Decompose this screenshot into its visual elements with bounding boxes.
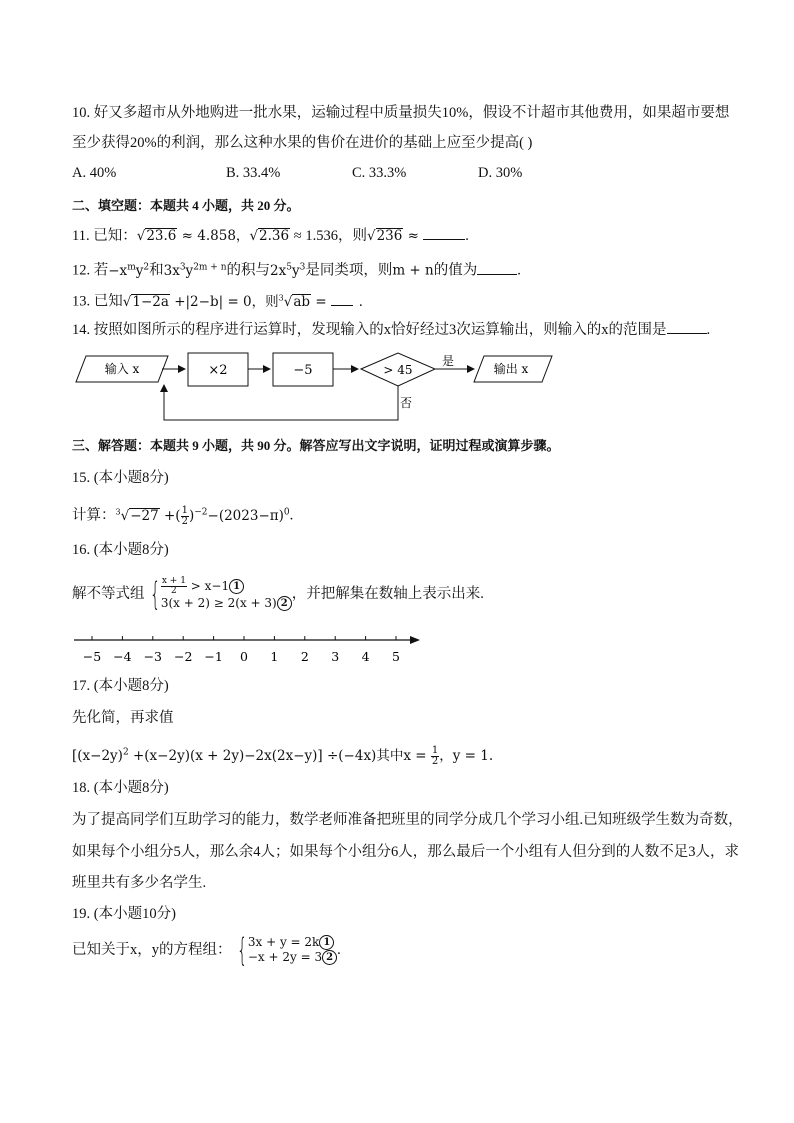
q16-brace: { bbox=[149, 575, 160, 613]
q19-label-2: 2 bbox=[322, 950, 337, 965]
q17-x-equals: x = bbox=[403, 747, 431, 764]
number-line-tick-label: 5 bbox=[392, 649, 400, 664]
q14 bbox=[72, 320, 710, 340]
number-line-tick-label: −5 bbox=[82, 649, 102, 664]
q16-heading: 16. (本小题8分) bbox=[72, 542, 169, 558]
q16-frac-num: x + 1 bbox=[161, 576, 186, 586]
q12-term-5: 2x bbox=[270, 262, 287, 279]
q17-frac-num: 1 bbox=[431, 744, 439, 756]
q13-radicand-1: 1−2a bbox=[132, 293, 169, 310]
q18-heading: 18. (本小题8分) bbox=[72, 780, 169, 796]
q19-equation-2: −x + 2y = 3 bbox=[247, 950, 323, 964]
flow-input-label: 输入 x bbox=[104, 362, 140, 376]
q11-answer-blank[interactable] bbox=[423, 239, 465, 240]
number-line-tick-label: −4 bbox=[113, 649, 132, 664]
q10-line1: 10. 好又多超市从外地购进一批水果，运输过程中质量损失10%，假设不计超市其他费用，如果超市要想 bbox=[72, 105, 730, 121]
q12-exp-2: 2 bbox=[143, 262, 150, 272]
q19-equation-1: 3x + y = 2k bbox=[247, 935, 320, 949]
q10-option-c: C. 33.3% bbox=[352, 165, 407, 181]
q16-inequality-1: > x−1 bbox=[186, 579, 230, 593]
q18-line2: 如果每个小组分5人，那么余4人；如果每个小组分6人，那么最后一个小组有人但分到的人数不足3人，求 bbox=[72, 844, 739, 860]
q17-y-equals: ，y = 1. bbox=[439, 747, 494, 764]
q12-term-2: y bbox=[135, 262, 144, 279]
q14-text: 14. 按照如图所示的程序进行运算时，发现输入的x恰好经过3次运算输出，则输入的x的范围是 bbox=[72, 322, 667, 338]
q12-term-3: 3x bbox=[163, 262, 180, 279]
q12-exp-1: m bbox=[127, 262, 136, 272]
q17-expr-rest: +(x−2y)(x + 2y)−2x(2x−y)] ÷(−4x)其中 bbox=[128, 747, 404, 764]
number-line-tick-label: −2 bbox=[173, 649, 193, 664]
q10-option-a: A. 40% bbox=[72, 165, 117, 181]
flow-yes-label: 是 bbox=[442, 354, 455, 368]
q11-value-2: ≈ 1.536，则 bbox=[290, 228, 367, 244]
flow-loop-back-line bbox=[164, 385, 398, 420]
q13-period: . bbox=[358, 293, 363, 310]
flow-times-2-label: ×2 bbox=[208, 363, 228, 378]
q12-expression: m + n bbox=[392, 262, 434, 279]
q15-tail: −(2023−π) bbox=[207, 507, 284, 524]
number-line-arrow bbox=[410, 636, 420, 644]
number-line-tick-label: −1 bbox=[204, 649, 223, 664]
q16-inequality-2: 3(x + 2) ≥ 2(x + 3) bbox=[160, 596, 277, 610]
q11-radicand-3: 236 bbox=[376, 228, 403, 244]
q17-expression bbox=[72, 742, 493, 767]
q12-term-1: −x bbox=[108, 262, 128, 279]
q16-frac-den: 2 bbox=[171, 586, 177, 596]
q12-exp-3: 3 bbox=[179, 262, 186, 272]
q19-system bbox=[72, 930, 341, 970]
q11-period: . bbox=[465, 228, 469, 244]
q15-plus: +( bbox=[159, 507, 181, 524]
q14-period: . bbox=[706, 322, 711, 338]
number-line-tick-label: 2 bbox=[300, 649, 309, 664]
number-line-tick-label: 3 bbox=[331, 649, 340, 664]
q17-instruction: 先化简，再求值 bbox=[72, 710, 174, 726]
q12-like-terms: 是同类项，则 bbox=[305, 262, 393, 279]
q15-root-index: 3 bbox=[115, 507, 121, 516]
q18-line3: 班里共有多少名学生. bbox=[72, 875, 207, 891]
q12-term-6: y bbox=[291, 262, 300, 279]
q10-option-d: D. 30% bbox=[478, 165, 523, 181]
q12-value-of: 的值为 bbox=[433, 262, 478, 279]
q15-frac-num: 1 bbox=[181, 504, 188, 516]
q19-heading: 19. (本小题10分) bbox=[72, 906, 176, 922]
q16-instruction: ，并把解集在数轴上表示出来. bbox=[291, 586, 484, 602]
q13: 13. 已知√1−2a +|2−b| = 0，则$^3$√ab = . bbox=[72, 293, 363, 310]
q12-and: 和 bbox=[149, 262, 164, 279]
q11-prefix: 11. 已知： bbox=[72, 228, 137, 244]
q12-prefix: 12. 若 bbox=[72, 262, 109, 279]
q15-heading: 15. (本小题8分) bbox=[72, 470, 169, 486]
program-flowchart bbox=[0, 348, 794, 428]
q16-prefix: 解不等式组 bbox=[72, 586, 145, 602]
q15-expression: 计算：$^3$√−27 +( $\frac{1}{2}$ )$^{-2}-(2023-\pi)^0$. bbox=[72, 504, 294, 527]
number-line bbox=[0, 630, 794, 670]
number-line-tick-label: 0 bbox=[240, 649, 248, 664]
q19-prefix: 已知关于x，y的方程组： bbox=[72, 942, 232, 958]
q13-middle: +|2−b| = 0，则 bbox=[169, 293, 279, 310]
q16-label-1: 1 bbox=[229, 579, 244, 594]
q17-expr-start: [(x−2y) bbox=[72, 747, 123, 764]
q13-prefix: 13. 已知 bbox=[72, 293, 123, 310]
q13-answer-blank[interactable] bbox=[331, 305, 353, 306]
q17-exp: 2 bbox=[122, 747, 129, 757]
q10-line2: 至少获得20%的利润，那么这种水果的售价在进价的基础上应至少提高( ) bbox=[72, 135, 533, 151]
section-3-heading: 三、解答题：本题共 9 小题，共 90 分。解答应写出文字说明，证明过程或演算步骤。 bbox=[72, 438, 560, 453]
section-2-heading: 二、填空题：本题共 4 小题，共 20 分。 bbox=[72, 198, 300, 213]
q12-term-4: y bbox=[185, 262, 194, 279]
q17-heading: 17. (本小题8分) bbox=[72, 678, 169, 694]
number-line-tick-label: 4 bbox=[361, 649, 370, 664]
q12-exp-6: 3 bbox=[299, 262, 306, 272]
flow-minus-5-label: −5 bbox=[293, 363, 313, 378]
q12-exp-4: 2m + n bbox=[193, 262, 227, 272]
q19-period: . bbox=[337, 942, 341, 958]
q14-answer-blank[interactable] bbox=[667, 333, 707, 334]
q16-label-2: 2 bbox=[277, 596, 292, 611]
number-line-tick-label: 1 bbox=[270, 649, 279, 664]
q19-label-1: 1 bbox=[319, 935, 334, 950]
q13-radicand-2: ab bbox=[293, 293, 311, 310]
q13-equals: = bbox=[311, 293, 331, 310]
q11: 11. 已知：√23.6 ≈ 4.858，√2.36 ≈ 1.536，则√236 ≈ . bbox=[72, 228, 469, 244]
q18-line1: 为了提高同学们互助学习的能力，数学老师准备把班里的同学分成几个学习小组.已知班级学生数为奇数， bbox=[72, 812, 743, 828]
number-line-tick-label: −3 bbox=[143, 649, 163, 664]
q11-radicand-2: 2.36 bbox=[259, 228, 290, 244]
flow-output-label: 输出 x bbox=[493, 362, 529, 376]
q12-period: . bbox=[517, 262, 521, 279]
q11-radicand-1: 23.6 bbox=[146, 228, 177, 244]
q12 bbox=[72, 257, 521, 281]
q11-approx: ≈ bbox=[403, 228, 424, 244]
q12-product-with: 的积与 bbox=[226, 262, 271, 279]
q16-system bbox=[72, 572, 484, 616]
q12-exp-5: 5 bbox=[286, 262, 292, 272]
q15-period: . bbox=[289, 507, 294, 524]
q11-value-1: ≈ 4.858， bbox=[177, 228, 250, 244]
q10-option-b: B. 33.4% bbox=[226, 165, 281, 181]
q19-brace: { bbox=[236, 931, 247, 969]
q15-exponent: −2 bbox=[194, 507, 208, 517]
q15-radicand: −27 bbox=[130, 507, 159, 524]
q15-exponent-0: 0 bbox=[283, 507, 290, 517]
flow-no-label: 否 bbox=[400, 396, 413, 410]
q15-prefix: 计算： bbox=[72, 507, 116, 524]
flow-condition-label: > 45 bbox=[383, 363, 413, 377]
q12-answer-blank[interactable] bbox=[477, 274, 517, 275]
q15-frac-den: 2 bbox=[181, 515, 188, 527]
q17-frac-den: 2 bbox=[431, 755, 439, 767]
